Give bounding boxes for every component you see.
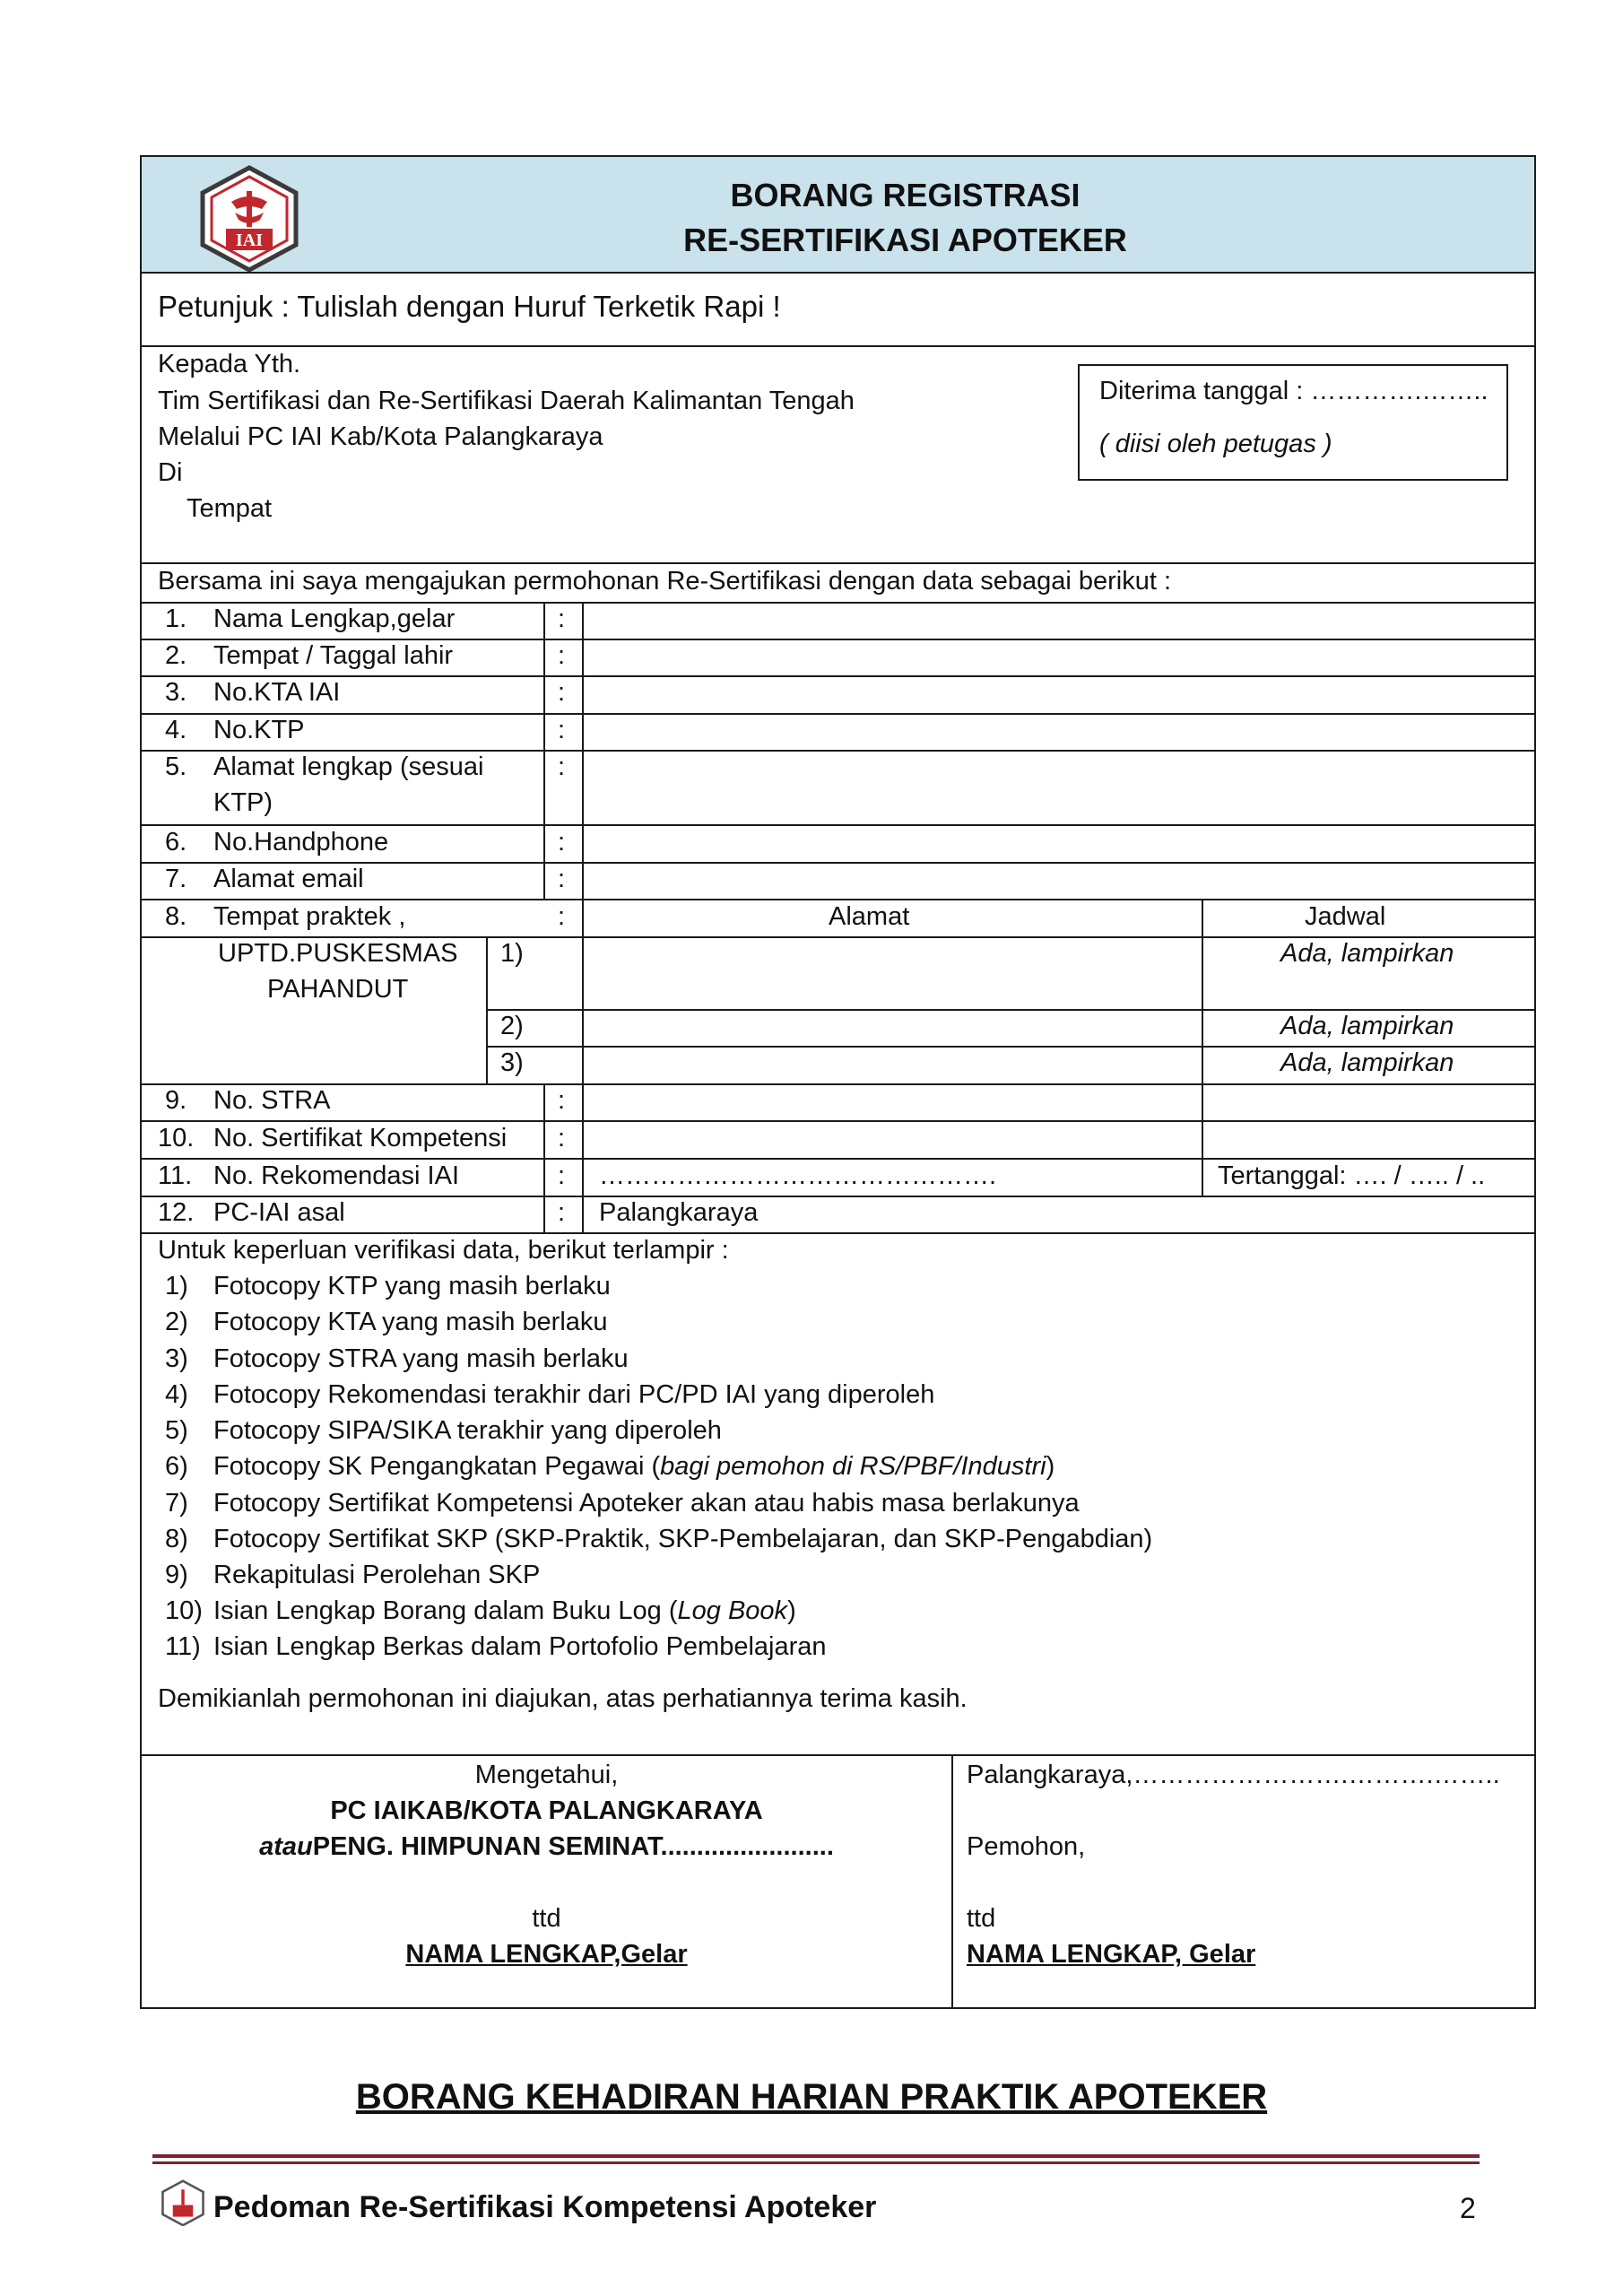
- field-colon: :: [558, 902, 566, 931]
- field-number: 4.: [165, 716, 187, 744]
- field-label-ktp: No.KTP: [213, 716, 305, 744]
- attachment-number: 4): [165, 1380, 188, 1409]
- divider: [142, 345, 1534, 347]
- attachment-number: 7): [165, 1489, 188, 1518]
- sign-left-line3: atauPENG. HIMPUNAN SEMINAT........................: [259, 1832, 834, 1861]
- field-label-address-cont: KTP): [213, 788, 273, 817]
- field-number: 6.: [165, 828, 187, 857]
- attachment-item: Fotocopy KTA yang masih berlaku: [213, 1308, 608, 1336]
- field-label-name: Nama Lengkap,gelar: [213, 604, 456, 633]
- recommendation-date: Tertanggal: …. / ….. / ..: [1218, 1161, 1486, 1190]
- intro-text: Bersama ini saya mengajukan permohonan Re-Sertifikasi dengan data sebagai berikut :: [158, 567, 1172, 596]
- attachment-item: Fotocopy KTP yang masih berlaku: [213, 1272, 611, 1300]
- attachment-item: Isian Lengkap Berkas dalam Portofolio Pembelajaran: [213, 1632, 827, 1661]
- address-line3: Melalui PC IAI Kab/Kota Palangkaraya: [158, 422, 603, 451]
- attachment-item: Fotocopy SIPA/SIKA terakhir yang diperoleh: [213, 1416, 722, 1445]
- footer-rule: [152, 2161, 1480, 2164]
- row-divider: [142, 1232, 1534, 1234]
- practice-row-index: 1): [500, 939, 524, 968]
- attachment-item: Fotocopy STRA yang masih berlaku: [213, 1344, 629, 1373]
- footer-rule: [152, 2154, 1480, 2158]
- field-colon: :: [558, 1086, 566, 1115]
- footer-title: Pedoman Re-Sertifikasi Kompetensi Apoteker: [213, 2190, 877, 2224]
- sign-right-name: NAMA LENGKAP, Gelar: [967, 1940, 1256, 1969]
- address-line1: Kepada Yth.: [158, 350, 301, 378]
- field-colon: :: [558, 716, 566, 744]
- row-divider: [142, 862, 1534, 864]
- practice-row-index: 3): [500, 1048, 524, 1077]
- attachment-number: 8): [165, 1525, 188, 1553]
- address-line4: Di: [158, 458, 183, 487]
- page-number: 2: [1460, 2192, 1476, 2224]
- iai-footer-logo-icon: [160, 2179, 206, 2226]
- field-colon: :: [558, 1124, 566, 1152]
- attachment-number: 3): [165, 1344, 188, 1373]
- field-label-birth: Tempat / Taggal lahir: [213, 641, 454, 670]
- address-line2: Tim Sertifikasi dan Re-Sertifikasi Daerah Kalimantan Tengah: [158, 387, 855, 415]
- attachments-intro: Untuk keperluan verifikasi data, berikut terlampir :: [158, 1236, 729, 1265]
- closing-text: Demikianlah permohonan ini diajukan, atas perhatiannya terima kasih.: [158, 1684, 968, 1713]
- col-divider: [543, 1083, 545, 1232]
- field-number: 3.: [165, 678, 187, 707]
- next-form-heading: BORANG KEHADIRAN HARIAN PRAKTIK APOTEKER: [355, 2077, 1268, 2117]
- attachment-number: 6): [165, 1452, 188, 1481]
- row-divider: [142, 1120, 1534, 1122]
- attachment-number: 11): [165, 1632, 201, 1661]
- row-divider: [142, 936, 1534, 938]
- divider: [142, 602, 1534, 604]
- practice-row-index: 2): [500, 1012, 524, 1040]
- field-number: 1.: [165, 604, 187, 633]
- pc-iai-value: Palangkaraya: [599, 1198, 759, 1227]
- row-divider: [142, 1158, 1534, 1160]
- field-number: 2.: [165, 641, 187, 670]
- practice-row-schedule: Ada, lampirkan: [1280, 1012, 1454, 1040]
- row-divider: [142, 1083, 1534, 1085]
- field-label-stra: No. STRA: [213, 1086, 331, 1115]
- attachment-item: Rekapitulasi Perolehan SKP: [213, 1561, 541, 1589]
- received-date-box: [1078, 364, 1508, 481]
- signature-divider: [951, 1754, 953, 2008]
- row-divider: [142, 824, 1534, 826]
- received-date-note: ( diisi oleh petugas ): [1099, 430, 1332, 458]
- recommendation-value: ……………………………………….: [599, 1161, 997, 1190]
- sign-left-ttd: ttd: [532, 1904, 561, 1933]
- field-colon: :: [558, 752, 566, 781]
- col-divider: [486, 936, 488, 1083]
- practice-place-line2: PAHANDUT: [267, 975, 409, 1004]
- logo-text: IAI: [235, 230, 264, 250]
- received-date-label: Diterima tanggal : ………….……..: [1099, 377, 1488, 405]
- form-header: [142, 157, 1534, 274]
- sign-right-ttd: ttd: [967, 1904, 996, 1933]
- attachment-item: Isian Lengkap Borang dalam Buku Log (Log Book): [213, 1596, 796, 1625]
- practice-row-schedule: Ada, lampirkan: [1280, 939, 1454, 968]
- divider: [142, 562, 1534, 564]
- field-label-practice: Tempat praktek ,: [213, 902, 406, 931]
- col-divider: [582, 602, 584, 1232]
- field-label-recommendation: No. Rekomendasi IAI: [213, 1161, 460, 1190]
- field-number: 5.: [165, 752, 187, 781]
- field-label-phone: No.Handphone: [213, 828, 389, 857]
- attachment-number: 9): [165, 1561, 188, 1589]
- field-label-kta: No.KTA IAI: [213, 678, 341, 707]
- row-divider: [142, 713, 1534, 715]
- row-divider: [142, 750, 1534, 752]
- field-number: 10.: [158, 1124, 195, 1152]
- field-label-pc-iai: PC-IAI asal: [213, 1198, 345, 1227]
- field-colon: :: [558, 641, 566, 670]
- field-number: 11.: [158, 1161, 193, 1190]
- attachment-item: Fotocopy Sertifikat Kompetensi Apoteker akan atau habis masa berlakunya: [213, 1489, 1080, 1518]
- address-line5: Tempat: [187, 494, 273, 523]
- attachment-number: 1): [165, 1272, 188, 1300]
- row-divider: [142, 1196, 1534, 1197]
- practice-col-address: Alamat: [829, 902, 910, 931]
- field-colon: :: [558, 1161, 566, 1190]
- form-title-line2: RE-SERTIFIKASI APOTEKER: [683, 222, 1127, 258]
- field-number: 9.: [165, 1086, 187, 1115]
- field-colon: :: [558, 678, 566, 707]
- practice-place-line1: UPTD.PUSKESMAS: [218, 939, 458, 968]
- row-divider: [142, 899, 1534, 900]
- sign-left-org: PC IAIKAB/KOTA PALANGKARAYA: [330, 1796, 763, 1825]
- col-divider: [1202, 899, 1203, 1196]
- divider: [142, 1754, 1534, 1756]
- attachment-item: Fotocopy Rekomendasi terakhir dari PC/PD IAI yang diperoleh: [213, 1380, 935, 1409]
- sign-left-line1: Mengetahui,: [474, 1761, 619, 1789]
- form-title-line1: BORANG REGISTRASI: [730, 177, 1081, 213]
- field-colon: :: [558, 604, 566, 633]
- attachment-item: Fotocopy SK Pengangkatan Pegawai (bagi pemohon di RS/PBF/Industri): [213, 1452, 1055, 1481]
- field-number: 12.: [158, 1198, 195, 1227]
- field-colon: :: [558, 1198, 566, 1227]
- attachment-number: 2): [165, 1308, 188, 1336]
- practice-row-schedule: Ada, lampirkan: [1280, 1048, 1454, 1077]
- attachment-item: Fotocopy Sertifikat SKP (SKP-Praktik, SKP-Pembelajaran, dan SKP-Pengabdian): [213, 1525, 1153, 1553]
- row-divider: [486, 1009, 1534, 1011]
- field-label-address: Alamat lengkap (sesuai: [213, 752, 484, 781]
- attachment-number: 10): [165, 1596, 203, 1625]
- field-number: 7.: [165, 865, 187, 893]
- sign-left-name: NAMA LENGKAP,Gelar: [405, 1940, 688, 1969]
- row-divider: [142, 639, 1534, 640]
- instructions: Petunjuk : Tulislah dengan Huruf Terketik Rapi !: [158, 290, 781, 323]
- attachment-number: 5): [165, 1416, 188, 1445]
- field-label-email: Alamat email: [213, 865, 364, 893]
- sign-right-applicant: Pemohon,: [967, 1832, 1086, 1861]
- field-colon: :: [558, 865, 566, 893]
- practice-col-schedule: Jadwal: [1305, 902, 1386, 931]
- row-divider: [486, 1046, 1534, 1048]
- registration-form: [140, 155, 1536, 2009]
- field-number: 8.: [165, 902, 187, 931]
- row-divider: [142, 675, 1534, 677]
- sign-right-place-date: Palangkaraya,…………………….……….……..: [967, 1761, 1500, 1789]
- field-colon: :: [558, 828, 566, 857]
- field-label-certificate: No. Sertifikat Kompetensi: [213, 1124, 508, 1152]
- col-divider: [543, 602, 545, 900]
